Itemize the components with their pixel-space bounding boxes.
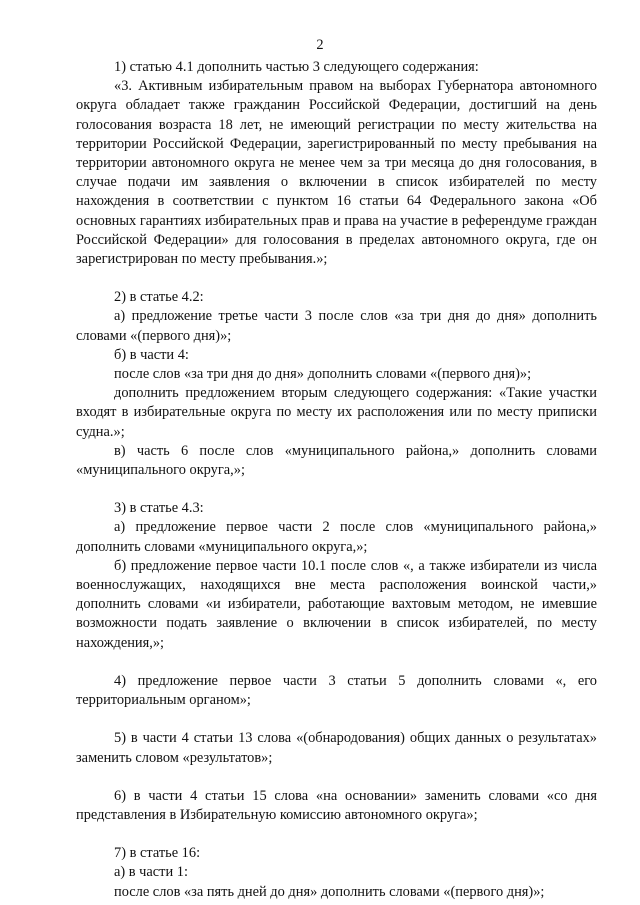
page-number: 2	[316, 37, 324, 53]
paragraph: 5) в части 4 статьи 13 слова «(обнародования) общих данных о результатах» заменить словом «результатов»;	[76, 730, 597, 766]
paragraph: 4) предложение первое части 3 статьи 5 дополнить словами «, его территориальным органом»;	[76, 672, 597, 709]
paragraph: а) предложение первое части 2 после слов «муниципального района,» дополнить словами «муниципального округа,»;	[76, 519, 597, 555]
paragraph: б) в части 4:	[114, 346, 189, 363]
document-body	[76, 58, 597, 902]
paragraph: в) часть 6 после слов «муниципального района,» дополнить словами «муниципального округа,»;	[76, 442, 597, 479]
paragraph: «3. Активным избирательным правом на выборах Губернатора автономного округа обладает также гражданин Российской Федерации, достигший на день голосования возраста 18 лет, не имеющий регистрации по месту жительства на территории Российской Федерации, зарегистрированный по месту пребывания на территории автономного округа не менее чем за три месяца до дня голосования, в случае подачи им заявления о включении в список избирателей по месту нахождения в соответствии с пунктом 16 статьи 64 Федерального закона «Об основных гарантиях избирательных прав и права на участие в референдуме граждан Российской Федерации» для голосования в пределах автономного округа, где он зарегистрирован по месту пребывания.»;	[76, 78, 597, 268]
paragraph: а) предложение третье части 3 после слов «за три дня до дня» дополнить словами «(первого дня)»;	[76, 308, 597, 344]
paragraph: а) в части 1:	[114, 864, 188, 881]
paragraph: 6) в части 4 статьи 15 слова «на основании» заменить словами «со дня представления в Избирательную комиссию автономного округа»;	[76, 787, 597, 823]
paragraph: б) предложение первое части 10.1 после слов «, а также избиратели из числа военнослужащих, находящихся вне места расположения воинской части,» дополнить словами «и избиратели, работающие вахтовым методом, не имевшие возможности подать заявление о включении в список избирателей, по месту нахождения,»;	[76, 557, 597, 651]
paragraph: после слов «за пять дней до дня» дополнить словами «(первого дня)»;	[114, 883, 545, 900]
paragraph: дополнить предложением вторым следующего содержания: «Такие участки входят в избирательные округа по месту их расположения или по месту приписки судна.»;	[76, 385, 597, 440]
paragraph: 7) в статье 16:	[114, 845, 201, 862]
paragraph: 2) в статье 4.2:	[114, 289, 204, 306]
paragraph: после слов «за три дня до дня» дополнить словами «(первого дня)»;	[114, 366, 532, 383]
paragraph: 3) в статье 4.3:	[114, 500, 204, 517]
paragraph: 1) статью 4.1 дополнить частью 3 следующего содержания:	[114, 59, 479, 75]
